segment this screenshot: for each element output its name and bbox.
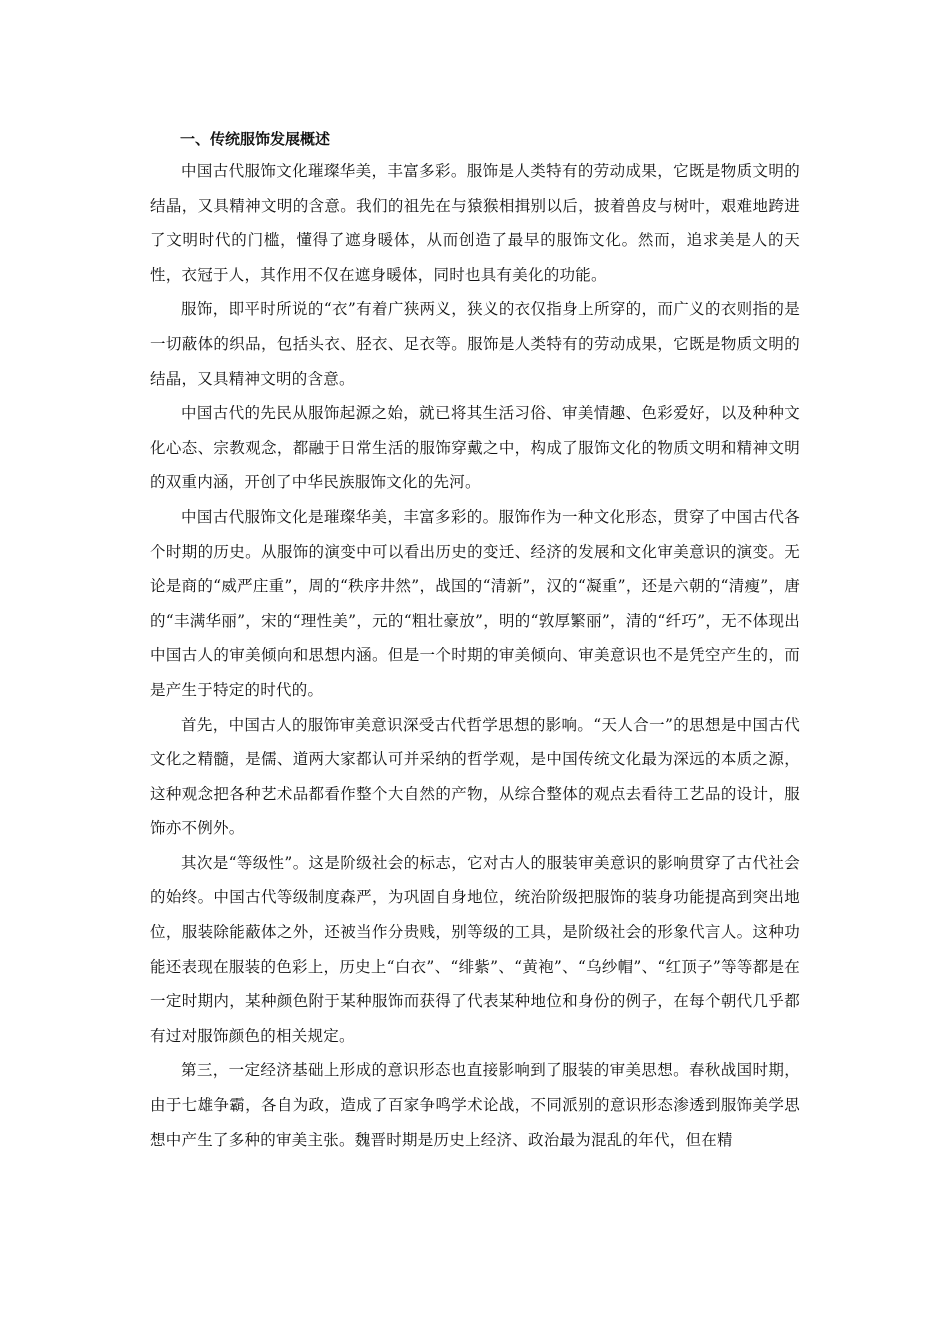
paragraph-7: 第三，一定经济基础上形成的意识形态也直接影响到了服装的审美思想。春秋战国时期，由于七雄争霸，各自为政，造成了百家争鸣学术论战，不同派别的意识形态渗透到服饰美学思想中产生了多种的审美主张。魏晋时期是历史上经济、政治最为混乱的年代，但在精 <box>150 1061 800 1149</box>
paragraph-3: 中国古代的先民从服饰起源之始，就已将其生活习俗、审美情趣、色彩爱好，以及种种文化心态、宗教观念，都融于日常生活的服饰穿戴之中，构成了服饰文化的物质文明和精神文明的双重内涵，开创了中华民族服饰文化的先河。 <box>150 404 800 492</box>
section-heading: 一、传统服饰发展概述 <box>180 130 331 148</box>
paragraph-2: 服饰，即平时所说的“衣”有着广狭两义，狭义的衣仅指身上所穿的，而广义的衣则指的是一切蔽体的织品，包括头衣、胫衣、足衣等。服饰是人类特有的劳动成果，它既是物质文明的结晶，又具精神文明的含意。 <box>150 300 800 388</box>
paragraph-1: 中国古代服饰文化璀璨华美，丰富多彩。服饰是人类特有的劳动成果，它既是物质文明的结晶，又具精神文明的含意。我们的祖先在与猿猴相揖别以后，披着兽皮与树叶，艰难地跨进了文明时代的门槛，懂得了遮身暖体，从而创造了最早的服饰文化。然而，追求美是人的天性，衣冠于人，其作用不仅在遮身暖体，同时也具有美化的功能。 <box>150 162 800 284</box>
paragraph-4: 中国古代服饰文化是璀璨华美，丰富多彩的。服饰作为一种文化形态，贯穿了中国古代各个时期的历史。从服饰的演变中可以看出历史的变迁、经济的发展和文化审美意识的演变。无论是商的“威严庄重”，周的“秩序井然”，战国的“清新”，汉的“凝重”，还是六朝的“清瘦”，唐的“丰满华丽”，宋的“理性美”，元的“粗壮豪放”，明的“敦厚繁丽”，清的“纤巧”，无不体现出中国古人的审美倾向和思想内涵。但是一个时期的审美倾向、审美意识也不是凭空产生的，而是产生于特定的时代的。 <box>150 507 800 699</box>
document-body <box>150 124 800 1157</box>
paragraph-6: 其次是“等级性”。这是阶级社会的标志，它对古人的服装审美意识的影响贯穿了古代社会的始终。中国古代等级制度森严，为巩固自身地位，统治阶级把服饰的装身功能提高到突出地位，服装除能蔽体之外，还被当作分贵贱，别等级的工具，是阶级社会的形象代言人。这种功能还表现在服装的色彩上，历史上“白衣”、“绯紫”、“黄袍”、“乌纱帽”、“红顶子”等等都是在一定时期内，某种颜色附于某种服饰而获得了代表某种地位和身份的例子，在每个朝代几乎都有过对服饰颜色的相关规定。 <box>150 853 800 1045</box>
paragraph-5: 首先，中国古人的服饰审美意识深受古代哲学思想的影响。“天人合一”的思想是中国古代文化之精髓，是儒、道两大家都认可并采纳的哲学观，是中国传统文化最为深远的本质之源，这种观念把各种艺术品都看作整个大自然的产物，从综合整体的观点去看待工艺品的设计，服饰亦不例外。 <box>150 715 800 838</box>
